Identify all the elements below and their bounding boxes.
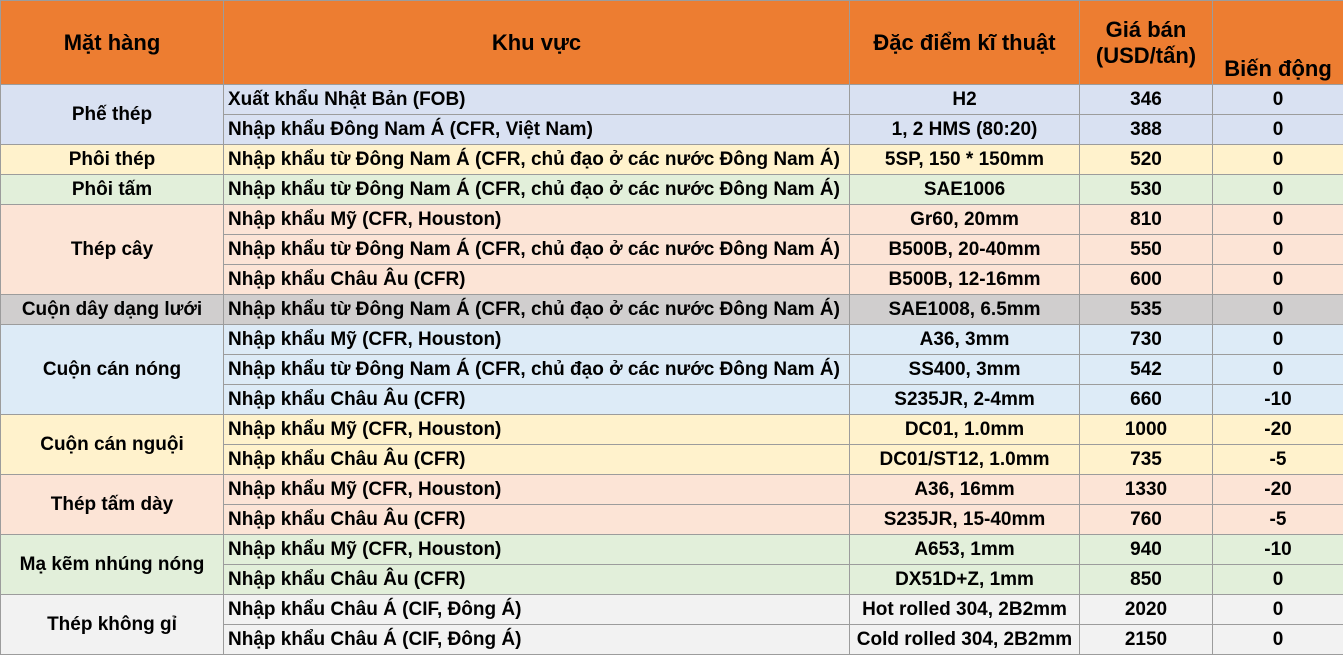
region-cell: Nhập khẩu từ Đông Nam Á (CFR, chủ đạo ở các nước Đông Nam Á)	[224, 145, 850, 175]
header-product: Mặt hàng	[1, 1, 224, 85]
table-row	[1, 415, 1343, 445]
spec-cell: Cold rolled 304, 2B2mm	[850, 625, 1080, 655]
price-cell: 550	[1080, 235, 1213, 265]
spec-cell: A36, 3mm	[850, 325, 1080, 355]
change-cell: 0	[1213, 235, 1343, 265]
header-change: Biến động	[1213, 1, 1343, 85]
region-cell: Xuất khẩu Nhật Bản (FOB)	[224, 85, 850, 115]
spec-cell: B500B, 12-16mm	[850, 265, 1080, 295]
region-cell: Nhập khẩu từ Đông Nam Á (CFR, chủ đạo ở các nước Đông Nam Á)	[224, 235, 850, 265]
product-cell: Cuộn cán nguội	[1, 415, 224, 475]
price-cell: 850	[1080, 565, 1213, 595]
table-row	[1, 145, 1343, 175]
product-cell: Thép tấm dày	[1, 475, 224, 535]
region-cell: Nhập khẩu từ Đông Nam Á (CFR, chủ đạo ở các nước Đông Nam Á)	[224, 295, 850, 325]
region-cell: Nhập khẩu Châu Âu (CFR)	[224, 385, 850, 415]
region-cell: Nhập khẩu Châu Âu (CFR)	[224, 265, 850, 295]
table-row	[1, 535, 1343, 565]
price-cell: 1000	[1080, 415, 1213, 445]
region-cell: Nhập khẩu từ Đông Nam Á (CFR, chủ đạo ở các nước Đông Nam Á)	[224, 355, 850, 385]
table-row	[1, 595, 1343, 625]
spec-cell: B500B, 20-40mm	[850, 235, 1080, 265]
product-cell: Cuộn dây dạng lưới	[1, 295, 224, 325]
product-cell: Phôi thép	[1, 145, 224, 175]
spec-cell: Gr60, 20mm	[850, 205, 1080, 235]
change-cell: 0	[1213, 205, 1343, 235]
spec-cell: A653, 1mm	[850, 535, 1080, 565]
table-row	[1, 325, 1343, 355]
spec-cell: S235JR, 15-40mm	[850, 505, 1080, 535]
spec-cell: Hot rolled 304, 2B2mm	[850, 595, 1080, 625]
price-cell: 660	[1080, 385, 1213, 415]
price-cell: 2150	[1080, 625, 1213, 655]
table-row	[1, 295, 1343, 325]
price-cell: 388	[1080, 115, 1213, 145]
spec-cell: SAE1008, 6.5mm	[850, 295, 1080, 325]
header-region: Khu vực	[224, 1, 850, 85]
spec-cell: SAE1006	[850, 175, 1080, 205]
change-cell: 0	[1213, 145, 1343, 175]
spec-cell: S235JR, 2-4mm	[850, 385, 1080, 415]
region-cell: Nhập khẩu Mỹ (CFR, Houston)	[224, 475, 850, 505]
price-cell: 600	[1080, 265, 1213, 295]
product-cell: Thép không gỉ	[1, 595, 224, 655]
spec-cell: DC01/ST12, 1.0mm	[850, 445, 1080, 475]
price-cell: 940	[1080, 535, 1213, 565]
price-cell: 810	[1080, 205, 1213, 235]
header-price-line1: Giá bán	[1105, 16, 1187, 42]
product-cell: Phôi tấm	[1, 175, 224, 205]
region-cell: Nhập khẩu từ Đông Nam Á (CFR, chủ đạo ở các nước Đông Nam Á)	[224, 175, 850, 205]
change-cell: 0	[1213, 595, 1343, 625]
change-cell: -20	[1213, 415, 1343, 445]
price-cell: 735	[1080, 445, 1213, 475]
price-cell: 760	[1080, 505, 1213, 535]
price-cell: 542	[1080, 355, 1213, 385]
region-cell: Nhập khẩu Châu Âu (CFR)	[224, 505, 850, 535]
region-cell: Nhập khẩu Mỹ (CFR, Houston)	[224, 205, 850, 235]
product-cell: Thép cây	[1, 205, 224, 295]
change-cell: 0	[1213, 565, 1343, 595]
change-cell: 0	[1213, 85, 1343, 115]
region-cell: Nhập khẩu Châu Á (CIF, Đông Á)	[224, 595, 850, 625]
change-cell: 0	[1213, 115, 1343, 145]
table-row	[1, 85, 1343, 115]
spec-cell: 1, 2 HMS (80:20)	[850, 115, 1080, 145]
change-cell: 0	[1213, 175, 1343, 205]
spec-cell: H2	[850, 85, 1080, 115]
price-cell: 530	[1080, 175, 1213, 205]
change-cell: 0	[1213, 295, 1343, 325]
product-cell: Mạ kẽm nhúng nóng	[1, 535, 224, 595]
region-cell: Nhập khẩu Mỹ (CFR, Houston)	[224, 325, 850, 355]
product-cell: Phế thép	[1, 85, 224, 145]
region-cell: Nhập khẩu Đông Nam Á (CFR, Việt Nam)	[224, 115, 850, 145]
spec-cell: A36, 16mm	[850, 475, 1080, 505]
header-price-line2: (USD/tấn)	[1095, 42, 1197, 68]
price-cell: 535	[1080, 295, 1213, 325]
region-cell: Nhập khẩu Châu Âu (CFR)	[224, 565, 850, 595]
spec-cell: 5SP, 150 * 150mm	[850, 145, 1080, 175]
header-spec: Đặc điểm kĩ thuật	[850, 1, 1080, 85]
region-cell: Nhập khẩu Mỹ (CFR, Houston)	[224, 415, 850, 445]
change-cell: -5	[1213, 445, 1343, 475]
price-cell: 2020	[1080, 595, 1213, 625]
product-cell: Cuộn cán nóng	[1, 325, 224, 415]
table-row	[1, 175, 1343, 205]
price-cell: 1330	[1080, 475, 1213, 505]
change-cell: -20	[1213, 475, 1343, 505]
region-cell: Nhập khẩu Châu Âu (CFR)	[224, 445, 850, 475]
price-cell: 520	[1080, 145, 1213, 175]
change-cell: 0	[1213, 625, 1343, 655]
change-cell: 0	[1213, 355, 1343, 385]
spec-cell: DC01, 1.0mm	[850, 415, 1080, 445]
price-cell: 730	[1080, 325, 1213, 355]
header-row	[1, 1, 1343, 85]
region-cell: Nhập khẩu Châu Á (CIF, Đông Á)	[224, 625, 850, 655]
spec-cell: DX51D+Z, 1mm	[850, 565, 1080, 595]
table-row	[1, 205, 1343, 235]
region-cell: Nhập khẩu Mỹ (CFR, Houston)	[224, 535, 850, 565]
change-cell: 0	[1213, 265, 1343, 295]
header-price	[1080, 1, 1213, 85]
table-row	[1, 475, 1343, 505]
change-cell: -10	[1213, 385, 1343, 415]
price-cell: 346	[1080, 85, 1213, 115]
spec-cell: SS400, 3mm	[850, 355, 1080, 385]
change-cell: -10	[1213, 535, 1343, 565]
change-cell: 0	[1213, 325, 1343, 355]
change-cell: -5	[1213, 505, 1343, 535]
